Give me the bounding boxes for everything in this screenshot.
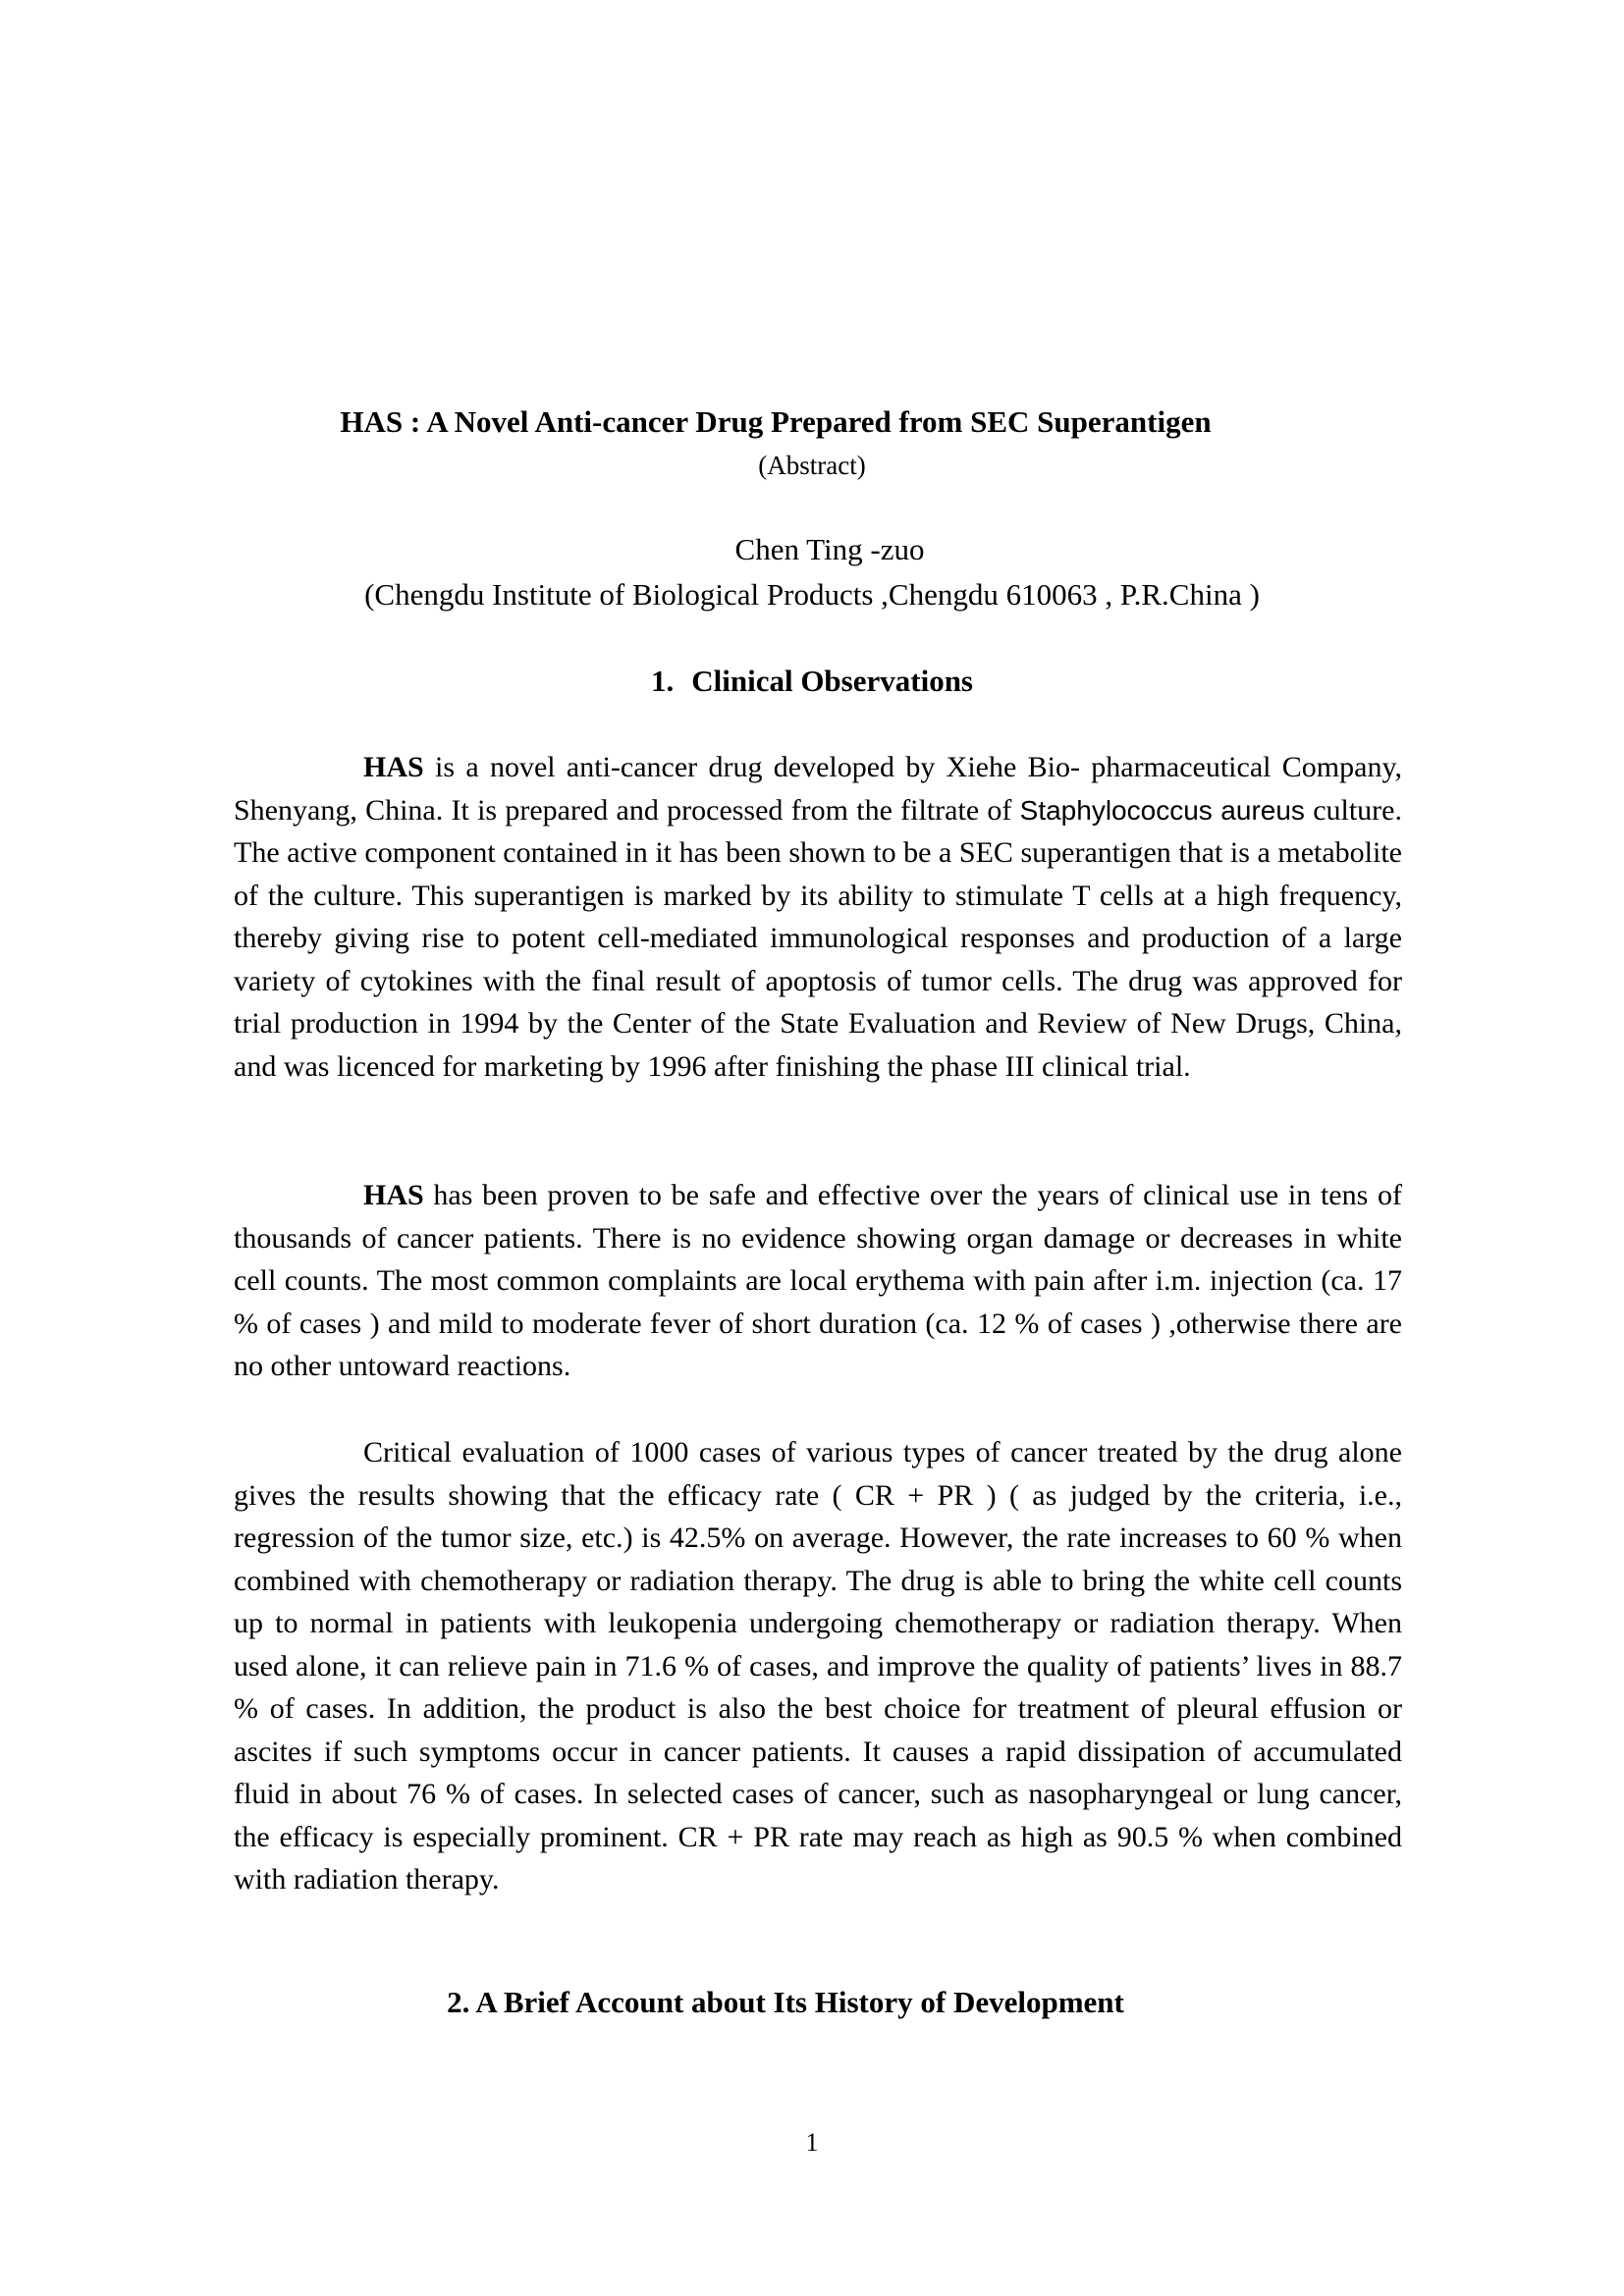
paper-title: HAS : A Novel Anti-cancer Drug Prepared from SEC Superantigen [340,404,1212,439]
section-2-heading: 2. A Brief Account about Its History of Development [447,1985,1124,2019]
author-affiliation: (Chengdu Institute of Biological Products ,Chengdu 610063 , P.R.China ) [364,577,1260,612]
paragraph-1-text-a: is a novel anti-cancer drug developed by Xiehe Bio- pharmaceutical Company, Shenyang, China. It is prepared and processed from the filtrate of [234,751,1402,827]
section-1-heading [0,662,1624,701]
paragraph-3-text: Critical evaluation of 1000 cases of various types of cancer treated by the drug alone gives the results showing that the efficacy rate ( CR + PR ) ( as judged by the criteria, i.e., regression of the tumor size, etc.) is 42.5% on average. However, the rate increases to 60 % when combined with chemotherapy or radiation therapy. The drug is able to bring the white cell counts up to normal in patients with leukopenia undergoing chemotherapy or radiation therapy. When used alone, it can relieve pain in 71.6 % of cases, and improve the quality of patients’ lives in 88.7 % of cases. In addition, the product is also the best choice for treatment of pleural effusion or ascites if such symptoms occur in cancer patients. It causes a rapid dissipation of accumulated fluid in about 76 % of cases. In selected cases of cancer, such as nasopharyngeal or lung cancer, the efficacy is especially prominent. CR + PR rate may reach as high as 90.5 % when combined with radiation therapy. [234,1436,1402,1896]
paragraph-2-text: has been proven to be safe and effective over the years of clinical use in tens of thousands of cancer patients. There is no evidence showing organ damage or decreases in white cell counts. The most common complaints are local erythema with pain after i.m. injection (ca. 17 % of cases ) and mild to moderate fever of short duration (ca. 12 % of cases ) ,otherwise there are no other untoward reactions. [234,1179,1402,1382]
section-1-number: 1. [650,664,675,698]
paragraph-1-text-b: culture. The active component contained in it has been shown to be a SEC superantigen that is a metabolite of the culture. This superantigen is marked by its ability to stimulate T cells at a high frequency, thereby giving rise to potent cell-mediated immunological responses and production of a large variety of cytokines with the final result of apoptosis of tumor cells. The drug was approved for trial production in 1994 by the Center of the State Evaluation and Review of New Drugs, China, and was licenced for marketing by 1996 after finishing the phase III clinical trial. [234,793,1402,1083]
drug-name-bold: HAS [363,751,424,783]
author-name: Chen Ting -zuo [734,532,925,566]
drug-name-bold: HAS [363,1179,424,1211]
paper-subtitle: (Abstract) [758,451,866,480]
section-1-title: Clinical Observations [691,664,973,698]
paragraph-2 [234,1174,1402,1388]
paragraph-1 [234,746,1402,1088]
species-name: Staphylococcus aureus [1019,794,1305,826]
page-number: 1 [805,2128,819,2157]
paragraph-3 [234,1431,1402,1901]
